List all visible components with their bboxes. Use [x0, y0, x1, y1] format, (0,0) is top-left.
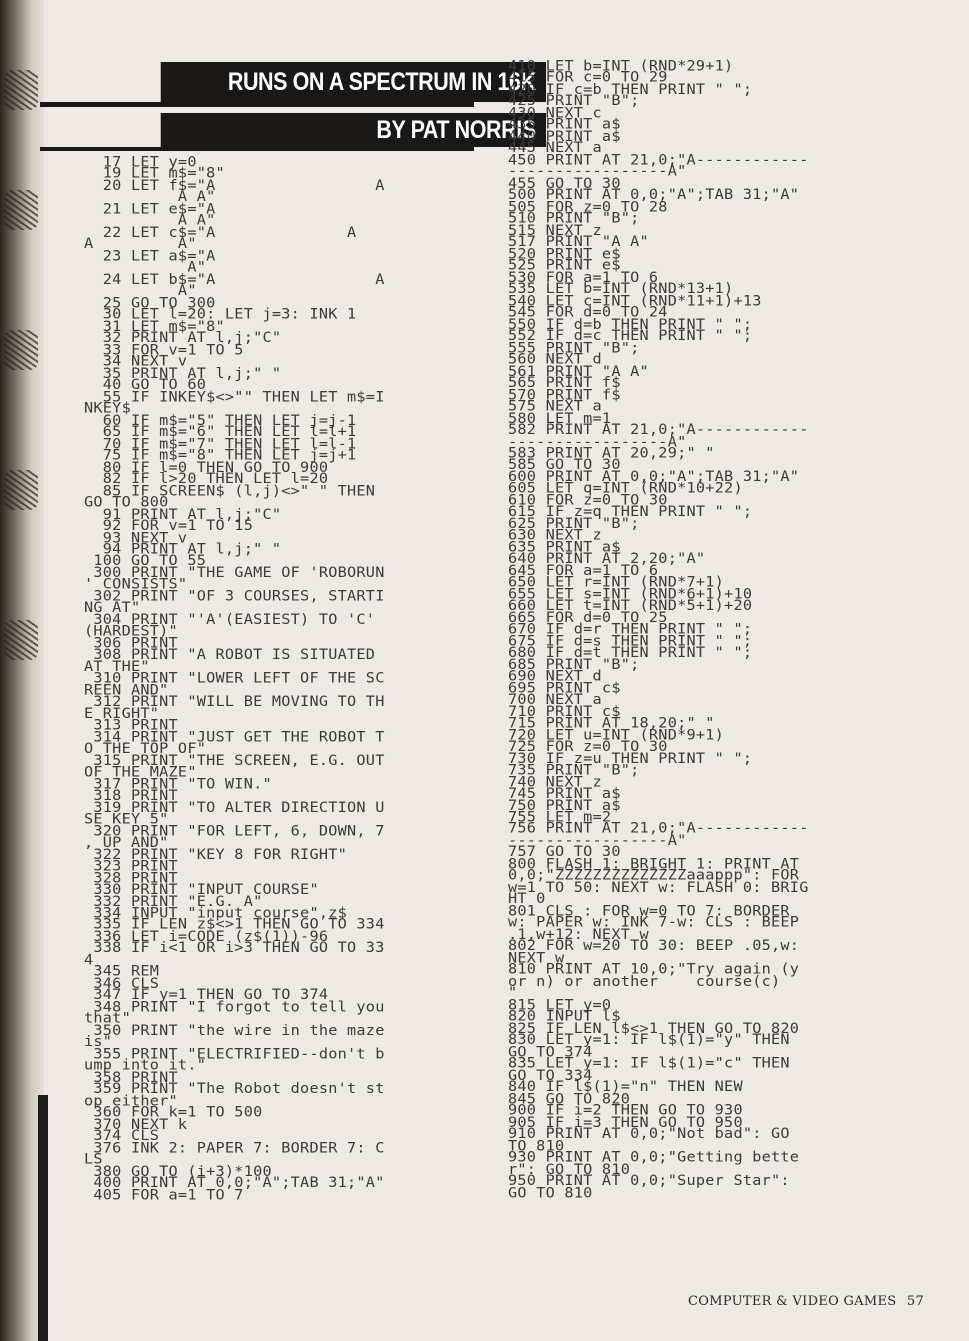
banner-rule [40, 147, 474, 151]
binding-texture [4, 70, 38, 110]
magazine-name: COMPUTER & VIDEO GAMES [688, 1294, 897, 1309]
page-number: 57 [906, 1294, 925, 1309]
program-listing-column-right: 410 LET b=INT (RND*29+1) 415 FOR c=0 TO 29 420 IF c=b THEN PRINT " "; 425 PRINT "B"; 430 NEXT c 435 PRINT a$ 440 PRINT a$ 445 NEXT a 450 PRINT AT 21,0;"A------------ -----------------A" 455 GO TO 30 500 PRINT AT 0,0;"A";TAB 31;"A" 505 FOR z=0 TO 28 510 PRINT "B"; 515 NEXT z 517 PRINT "A A" 520 PRINT e$ 525 PRINT e$ 530 FOR a=1 TO 6 535 LET b=INT (RND*13+1) 540 LET c=INT (RND*11+1)+13 545 FOR d=0 TO 24 550 IF d=b THEN PRINT " "; 552 IF d=c THEN PRINT " "; 555 PRINT "B"; 560 NEXT d 561 PRINT "A A" 565 PRINT f$ 570 PRINT f$ 575 NEXT a 580 LET m=1 582 PRINT AT 21,0;"A------------ -----------------A" 583 PRINT AT 20,29;" " 585 GO TO 30 600 PRINT AT 0,0;"A";TAB 31;"A" 605 LET q=INT (RND*10+22) 610 FOR z=0 TO 30 615 IF z=q THEN PRINT " "; 625 PRINT "B"; 630 NEXT z 635 PRINT a$ 640 PRINT AT 2,20;"A" 645 FOR a=1 TO 6 650 LET r=INT (RND*7+1) 655 LET s=INT (RND*6+1)+10 660 LET t=INT (RND*5+1)+20 665 FOR d=0 TO 25 670 IF d=r THEN PRINT " "; 675 IF d=s THEN PRINT " "; 680 IF d=t THEN PRINT " "; 685 PRINT "B"; 690 NEXT d 695 PRINT c$ 700 NEXT a 710 PRINT c$ 715 PRINT AT 18,20;" " 720 LET u=INT (RND*9+1) 725 FOR z=0 TO 30 730 IF z=u THEN PRINT " "; 735 PRINT "B"; 740 NEXT z 745 PRINT a$ 750 PRINT a$ 755 LET m=2 756 PRINT AT 21,0;"A------------ -----------------A" 757 GO TO 30 800 FLASH 1: BRIGHT 1: PRINT AT 0,0;"ZZZZZZZZZZZZZZaaappp": FOR w=1 TO 50: NEXT w: FLASH 0: BRIG HT 0 801 CLS : FOR w=0 TO 7: BORDER w: PAPER w: INK 7-w: CLS : BEEP .1,w+12: NEXT w 802 FOR w=20 TO 30: BEEP .05,w: NEXT w 810 PRINT AT 10,0;"Try again (y or n) or another course(c) " 815 LET y=0 820 INPUT l$ 825 IF LEN l$<>1 THEN GO TO 820 830 LET y=1: IF l$(1)="y" THEN GO TO 374 835 LET y=1: IF l$(1)="c" THEN GO TO 334 840 IF l$(1)="n" THEN NEW 845 GO TO 820 900 IF i=2 THEN GO TO 930 905 IF i=3 THEN GO TO 950 910 PRINT AT 0,0;"Not bad": GO TO 810 930 PRINT AT 0,0;"Getting bette r": GO TO 810 950 PRINT AT 0,0;"Super Star": GO TO 810 [508, 57, 809, 1201]
binding-texture [4, 470, 38, 510]
banner-rule [40, 102, 474, 107]
binding-texture [4, 190, 38, 230]
header-banner-platform: RUNS ON A SPECTRUM IN 16K [161, 62, 546, 102]
program-listing-column-left: 17 LET y=0 19 LET m$="8" 20 LET f$="A A A A" 21 LET e$="A A A" 22 LET c$="A A A A" 23 LET a$="A A" 24 LET b$="A A A" 25 GO TO 300 30 LET l=20: LET j=3: INK 1 31 LET m$="8" 32 PRINT AT l,j;"C" 33 FOR v=1 TO 5 34 NEXT v 35 PRINT AT l,j;" " 40 GO TO 60 55 IF INKEY$<>"" THEN LET m$=I NKEY$ 60 IF m$="5" THEN LET j=j-1 65 IF m$="6" THEN LET l=l+1 70 IF m$="7" THEN LET l=l-1 75 IF m$="8" THEN LET j=j+1 80 IF l=0 THEN GO TO 900 82 IF l>20 THEN LET l=20 85 IF SCREEN$ (l,j)<>" " THEN GO TO 800 91 PRINT AT l,j;"C" 92 FOR v=1 TO 15 93 NEXT v 94 PRINT AT l,j;" " 100 GO TO 55 300 PRINT "THE GAME OF 'ROBORUN ' CONSISTS" 302 PRINT "OF 3 COURSES, STARTI NG AT" 304 PRINT "'A'(EASIEST) TO 'C' (HARDEST)" 306 PRINT 308 PRINT "A ROBOT IS SITUATED AT THE" 310 PRINT "LOWER LEFT OF THE SC REEN AND" 312 PRINT "WILL BE MOVING TO TH E RIGHT" 313 PRINT 314 PRINT "JUST GET THE ROBOT T O THE TOP OF" 315 PRINT "THE SCREEN, E.G. OUT OF THE MAZE" 317 PRINT "TO WIN." 318 PRINT 319 PRINT "TO ALTER DIRECTION U SE KEY 5" 320 PRINT "FOR LEFT, 6, DOWN, 7 , UP AND" 322 PRINT "KEY 8 FOR RIGHT" 323 PRINT 328 PRINT 330 PRINT "INPUT COURSE" 332 PRINT "E.G. A" 334 INPUT "input course",z$ 335 IF LEN z$<>1 THEN GO TO 334 336 LET i=CODE (z$(1))-96 338 IF i<1 OR i>3 THEN GO TO 33 4 345 REM 346 CLS 347 IF y=1 THEN GO TO 374 348 PRINT "I forgot to tell you that" 350 PRINT "the wire in the maze is" 355 PRINT "ELECTRIFIED--don't b ump into it." 358 PRINT 359 PRINT "The Robot doesn't st op either" 360 FOR k=1 TO 500 370 NEXT k 374 CLS 376 INK 2: PAPER 7: BORDER 7: C LS 380 GO TO (i+3)*100 400 PRINT AT 0,0;"A";TAB 31;"A" 405 FOR a=1 TO 7 [84, 153, 385, 1203]
binding-shadow [38, 1095, 48, 1341]
header-banner-author: BY PAT NORRIS [161, 113, 546, 147]
page-footer [688, 1294, 924, 1309]
binding-texture [4, 620, 38, 660]
binding-texture [4, 330, 38, 370]
